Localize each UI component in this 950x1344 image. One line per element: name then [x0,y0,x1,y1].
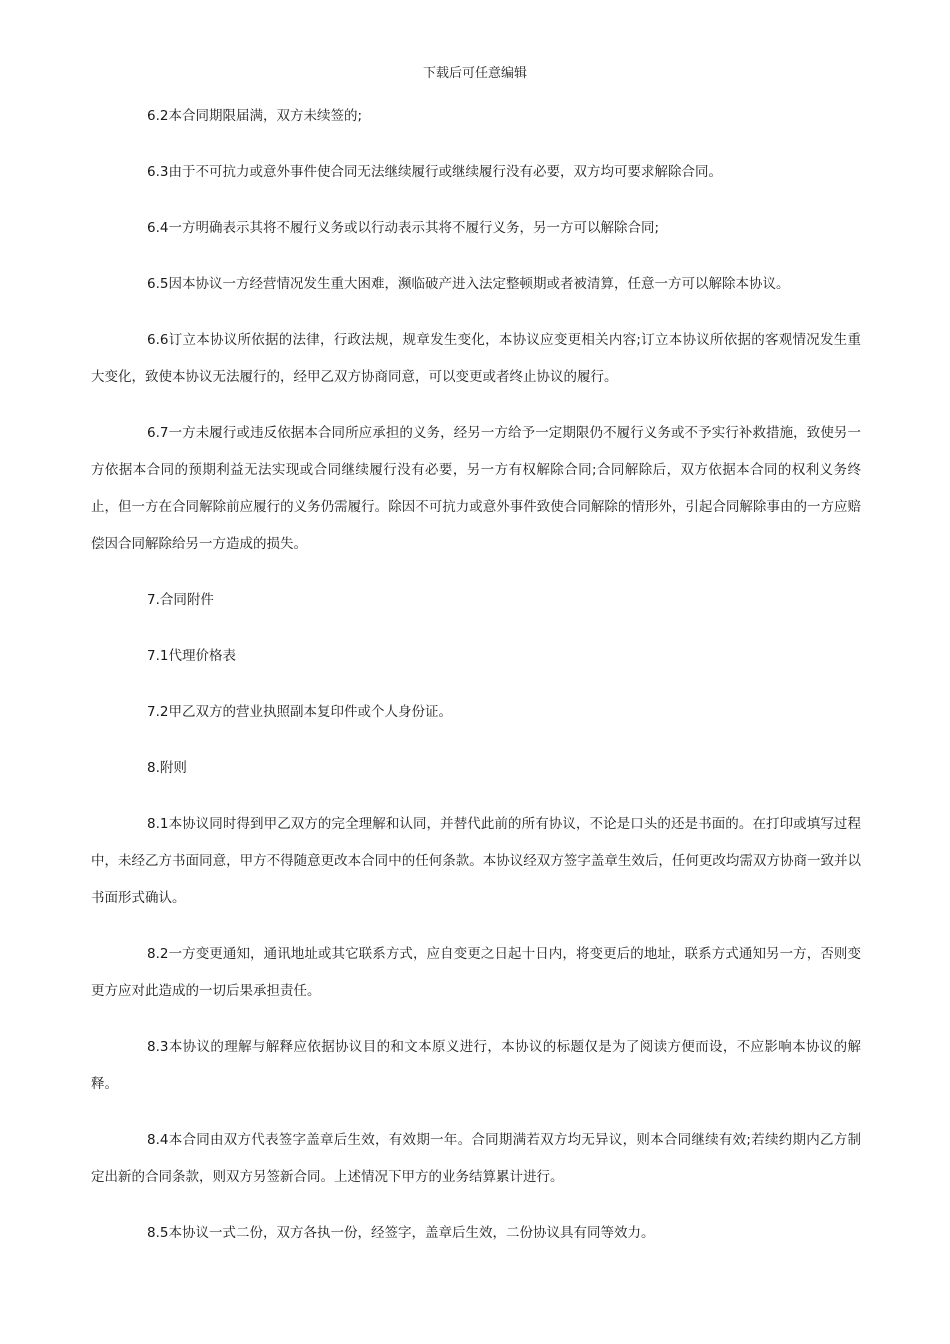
clause-paragraph [91,694,861,731]
clause-number: 8.2 [147,946,169,962]
clause-text: 本合同由双方代表签字盖章后生效，有效期一年。合同期满若双方均无异议，则本合同继续有效;若续约期内乙方制定出新的合同条款，则双方另签新合同。上述情况下甲方的业务结算累计进行。 [91,1132,861,1185]
clause-text: 由于不可抗力或意外事件使合同无法继续履行或继续履行没有必要，双方均可要求解除合同。 [168,164,722,180]
clause-paragraph [91,322,861,396]
clause-paragraph [91,415,861,563]
clause-text: 因本协议一方经营情况发生重大困难，濒临破产进入法定整顿期或者被清算，任意一方可以解除本协议。 [168,276,790,292]
clause-number: 8.3 [147,1039,169,1055]
clause-number: 8.1 [147,816,169,832]
page-header-note: 下载后可任意编辑 [422,66,527,81]
clause-number: 6.5 [147,276,169,292]
clause-number: 6.7 [147,425,169,441]
contract-body [91,98,861,1271]
clause-number: 8. [147,760,160,776]
clause-paragraph [91,1215,861,1252]
clause-text: 本协议同时得到甲乙双方的完全理解和认同，并替代此前的所有协议，不论是口头的还是书面的。在打印或填写过程中，未经乙方书面同意，甲方不得随意更改本合同中的任何条款。本协议经双方签字盖章生效后，任何更改均需双方协商一致并以书面形式确认。 [91,816,861,906]
clause-number: 6.4 [147,220,169,236]
clause-paragraph [91,98,861,135]
clause-number: 6.3 [147,164,169,180]
clause-text: 合同附件 [159,592,214,608]
section-heading [91,750,861,787]
clause-text: 本合同期限届满，双方未续签的; [168,108,363,124]
clause-text: 本协议一式二份，双方各执一份，经签字，盖章后生效，二份协议具有同等效力。 [168,1225,655,1241]
clause-text: 一方明确表示其将不履行义务或以行动表示其将不履行义务，另一方可以解除合同; [168,220,660,236]
clause-text: 甲乙双方的营业执照副本复印件或个人身份证。 [168,704,452,720]
clause-text: 本协议的理解与解释应依据协议目的和文本原义进行，本协议的标题仅是为了阅读方便而设，不应影响本协议的解释。 [91,1039,861,1092]
clause-number: 8.4 [147,1132,169,1148]
clause-paragraph [91,1029,861,1103]
clause-number: 7.1 [147,648,169,664]
clause-paragraph [91,936,861,1010]
clause-number: 8.5 [147,1225,169,1241]
clause-paragraph [91,210,861,247]
clause-paragraph [91,806,861,917]
clause-number: 6.6 [147,332,169,348]
clause-text: 一方未履行或违反依据本合同所应承担的义务，经另一方给予一定期限仍不履行义务或不予实行补救措施，致使另一方依据本合同的预期利益无法实现或合同继续履行没有必要，另一方有权解除合同;合同解除后，双方依据本合同的权利义务终止，但一方在合同解除前应履行的义务仍需履行。除因不可抗力或意外事件致使合同解除的情形外，引起合同解除事由的一方应赔偿因合同解除给另一方造成的损失。 [91,425,861,552]
clause-text: 代理价格表 [168,648,236,664]
clause-number: 7. [147,592,160,608]
clause-text: 附则 [159,760,187,776]
clause-text: 订立本协议所依据的法律，行政法规，规章发生变化，本协议应变更相关内容;订立本协议所依据的客观情况发生重大变化，致使本协议无法履行的，经甲乙双方协商同意，可以变更或者终止协议的履行。 [91,332,861,385]
clause-paragraph [91,1122,861,1196]
clause-paragraph [91,266,861,303]
clause-paragraph [91,638,861,675]
clause-paragraph [91,154,861,191]
clause-number: 7.2 [147,704,169,720]
clause-text: 一方变更通知，通讯地址或其它联系方式，应自变更之日起十日内，将变更后的地址，联系方式通知另一方，否则变更方应对此造成的一切后果承担责任。 [91,946,861,999]
section-heading [91,582,861,619]
clause-number: 6.2 [147,108,169,124]
